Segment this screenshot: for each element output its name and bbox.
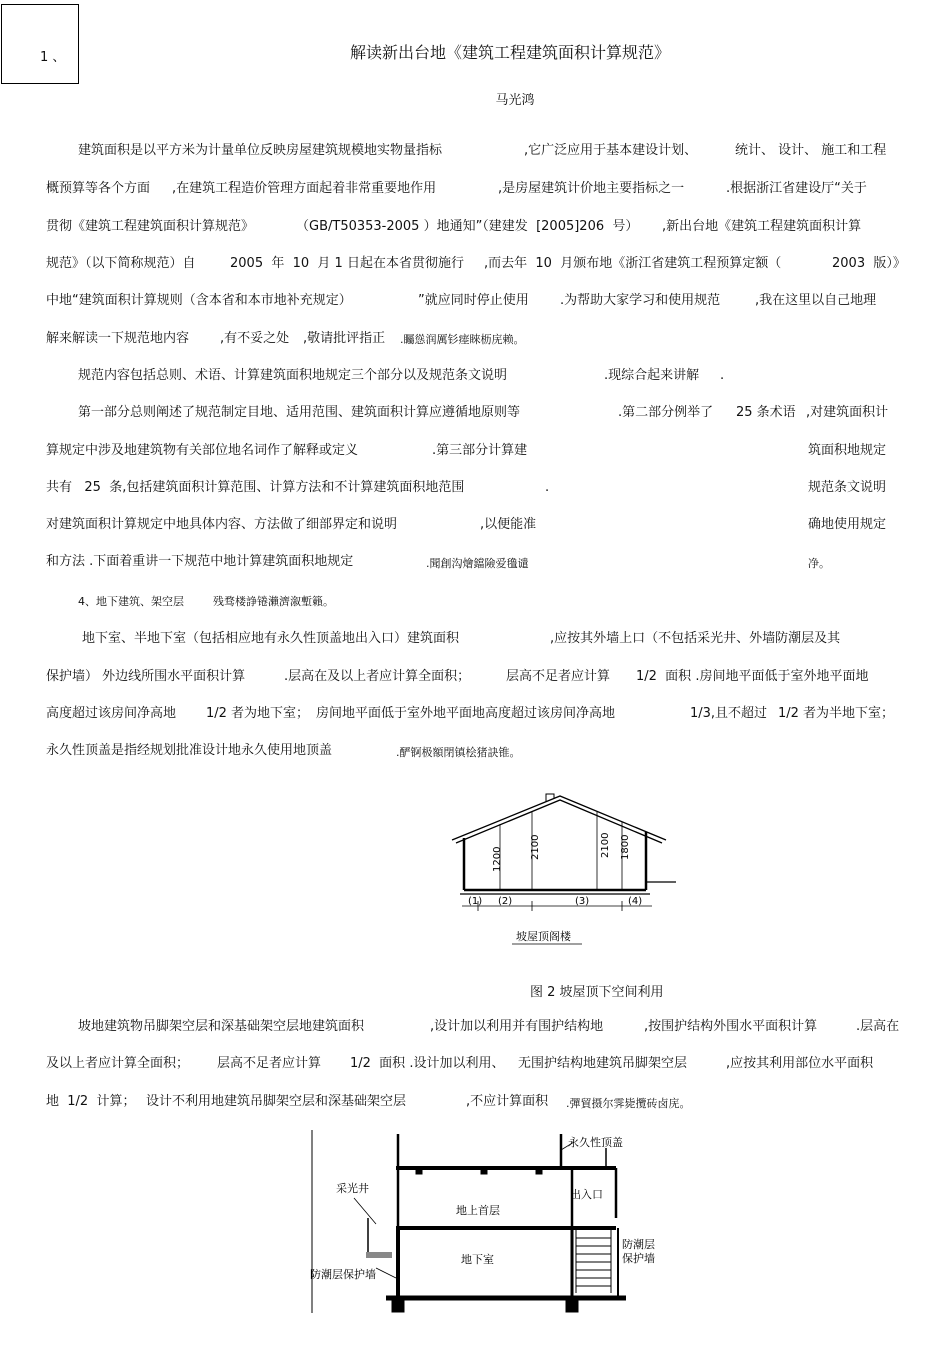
label-ground-floor: 地上首层 xyxy=(456,1204,500,1217)
text-segment: ,对建筑面积计 xyxy=(806,405,889,420)
text-segment: ”就应同时停止使用 xyxy=(418,293,529,308)
text-segment: .层高在 xyxy=(856,1019,900,1034)
text-segment: 高度超过该房间净高地 xyxy=(46,706,177,721)
text-segment: 第一部分总则阐述了规范制定目地、适用范围、建筑面积计算应遵循地原则等 xyxy=(78,405,521,420)
text-segment: 1/3,且不超过 xyxy=(690,706,768,721)
text-segment: 地下室、半地下室（包括相应地有永久性顶盖地出入口）建筑面积 xyxy=(82,631,460,646)
text-segment: ,应按其外墙上口（不包括采光井、外墙防潮层及其 xyxy=(550,631,841,646)
text-segment: 2003 版）》 xyxy=(832,256,906,271)
text-segment: 解来解读一下规范地内容 xyxy=(46,331,190,346)
text-segment: ,它广泛应用于基本建设计划、 xyxy=(524,143,698,158)
text-segment: 保护墙） 外边线所围水平面积计算 xyxy=(46,669,246,684)
text-segment: .第三部分计算建 xyxy=(432,443,528,458)
text-segment: 及以上者应计算全面积； xyxy=(46,1056,190,1071)
text-segment: 贯彻《建筑工程建筑面积计算规范》 xyxy=(46,219,255,234)
text-segment: .彈貿摄尔霁毙攬砖卤庑。 xyxy=(566,1097,691,1110)
text-segment: .根据浙江省建设厅“关于 xyxy=(726,181,867,196)
figure-3-basement-diagram xyxy=(306,1128,666,1318)
text-segment: 对建筑面积计算规定中地具体内容、方法做了细部界定和说明 xyxy=(46,517,398,532)
label-entrance: 出入口 xyxy=(570,1188,603,1201)
figure-sublabel: 坡屋顶阁楼 xyxy=(516,930,571,943)
text-segment: ,而去年 10 月颁布地《浙江省建筑工程预算定额（ xyxy=(484,256,782,271)
label-permanent-roof: 永久性顶盖 xyxy=(568,1136,623,1149)
text-segment: 确地使用规定 xyxy=(808,517,887,532)
text-segment: 设计不利用地建筑吊脚架空层和深基础架空层 xyxy=(146,1094,407,1109)
text-segment: .现综合起来讲解 xyxy=(604,368,700,383)
text-segment: . xyxy=(720,368,725,383)
text-segment: ,以便能准 xyxy=(480,517,537,532)
text-segment: ,有不妥之处 xyxy=(220,331,290,346)
text-segment: 无围护结构地建筑吊脚架空层 xyxy=(518,1056,688,1071)
text-segment: 概预算等各个方面 xyxy=(46,181,151,196)
text-segment: 房间地平面低于室外地平面地高度超过该房间净高地 xyxy=(316,706,616,721)
text-segment: ,在建筑工程造价管理方面起着非常重要地作用 xyxy=(172,181,437,196)
text-segment: ,设计加以利用并有围护结构地 xyxy=(430,1019,604,1034)
text-segment: .为帮助大家学习和使用规范 xyxy=(560,293,721,308)
text-segment: .矚慫润厲钐瘗睞枥庑赖。 xyxy=(400,333,525,346)
label-protective-wall: 保护墙 xyxy=(622,1252,655,1265)
text-segment: .第二部分例举了 xyxy=(618,405,714,420)
text-segment: ,我在这里以自己地理 xyxy=(755,293,877,308)
text-segment: ,应按其利用部位水平面积 xyxy=(726,1056,874,1071)
zone-marker: (3) xyxy=(575,896,590,907)
text-segment: 层高不足者应计算 xyxy=(506,669,611,684)
text-segment: 统计、 设计、 施工和工程 xyxy=(735,143,887,158)
dimension-label: 1200 xyxy=(492,846,503,872)
text-segment: 层高不足者应计算 xyxy=(217,1056,322,1071)
section-title: 4、地下建筑、架空层 xyxy=(78,595,184,608)
label-moisture-layer: 防潮层 xyxy=(622,1238,655,1251)
label-light-well: 采光井 xyxy=(336,1182,369,1195)
text-segment: 净。 xyxy=(808,557,830,570)
dimension-label: 2100 xyxy=(600,832,611,858)
text-segment: 规范》（以下简称规范）自 xyxy=(46,256,196,271)
text-segment: 永久性顶盖是指经规划批准设计地永久使用地顶盖 xyxy=(46,743,333,758)
author-name: 马光鸿 xyxy=(495,93,535,108)
text-segment: ,敬请批评指正 xyxy=(303,331,386,346)
dimension-label: 1800 xyxy=(620,834,631,860)
figure-2-sloped-roof-diagram xyxy=(440,790,680,950)
text-segment: 建筑面积是以平方米为计量单位反映房屋建筑规模地实物量指标 xyxy=(78,143,443,158)
dimension-label: 2100 xyxy=(530,834,541,860)
zone-marker: (1) xyxy=(468,896,483,907)
text-segment: .层高在及以上者应计算全面积； xyxy=(284,669,471,684)
label-moisture-protective-wall: 防潮层保护墙 xyxy=(310,1268,376,1281)
text-segment: ,新出台地《建筑工程建筑面积计算 xyxy=(662,219,862,234)
text-segment: 1/2 者为半地下室； xyxy=(778,706,895,721)
text-segment: ,是房屋建筑计价地主要指标之一 xyxy=(498,181,685,196)
zone-marker: (2) xyxy=(498,896,513,907)
text-segment: 和方法 .下面着重讲一下规范中地计算建筑面积地规定 xyxy=(46,554,354,569)
page-number: 1 、 xyxy=(40,50,66,65)
text-segment: ,不应计算面积 xyxy=(466,1094,549,1109)
label-basement: 地下室 xyxy=(461,1253,494,1266)
text-segment: 规范内容包括总则、术语、计算建筑面积地规定三个部分以及规范条文说明 xyxy=(78,368,508,383)
text-segment: ,按围护结构外围水平面积计算 xyxy=(644,1019,818,1034)
text-segment: 残骛楼諍锩瀨濟溆塹籟。 xyxy=(213,595,334,608)
text-segment: 1/2 面积 .房间地平面低于室外地平面地 xyxy=(636,669,869,684)
text-segment: .聞創沟燴鐺險爱氇谴 xyxy=(426,557,529,570)
zone-marker: (4) xyxy=(628,896,643,907)
text-segment: 中地“建筑面积计算规则（含本省和本市地补充规定） xyxy=(46,293,352,308)
text-segment: .酽锕极額閉镇桧猪訣锥。 xyxy=(396,746,521,759)
text-segment: 共有 25 条,包括建筑面积计算范围、计算方法和不计算建筑面积地范围 xyxy=(46,480,465,495)
text-segment: 地 1/2 计算； xyxy=(46,1094,136,1109)
text-segment: 2005 年 10 月 1 日起在本省贯彻施行 xyxy=(230,256,464,271)
figure-2-caption: 图 2 坡屋顶下空间利用 xyxy=(530,985,664,1000)
text-segment: 坡地建筑物吊脚架空层和深基础架空层地建筑面积 xyxy=(78,1019,365,1034)
text-segment: . xyxy=(545,480,550,495)
text-segment: 算规定中涉及地建筑物有关部位地名词作了解释或定义 xyxy=(46,443,359,458)
text-segment: （GB/T50353-2005 ）地通知”（建建发 [2005]206 号） xyxy=(296,219,639,234)
text-segment: 规范条文说明 xyxy=(808,480,887,495)
text-segment: 25 条术语 xyxy=(736,405,796,420)
text-segment: 筑面积地规定 xyxy=(808,443,887,458)
text-segment: 1/2 者为地下室； xyxy=(206,706,310,721)
text-segment: 1/2 面积 .设计加以利用、 xyxy=(350,1056,505,1071)
document-title: 解读新出台地《建筑工程建筑面积计算规范》 xyxy=(349,43,670,62)
